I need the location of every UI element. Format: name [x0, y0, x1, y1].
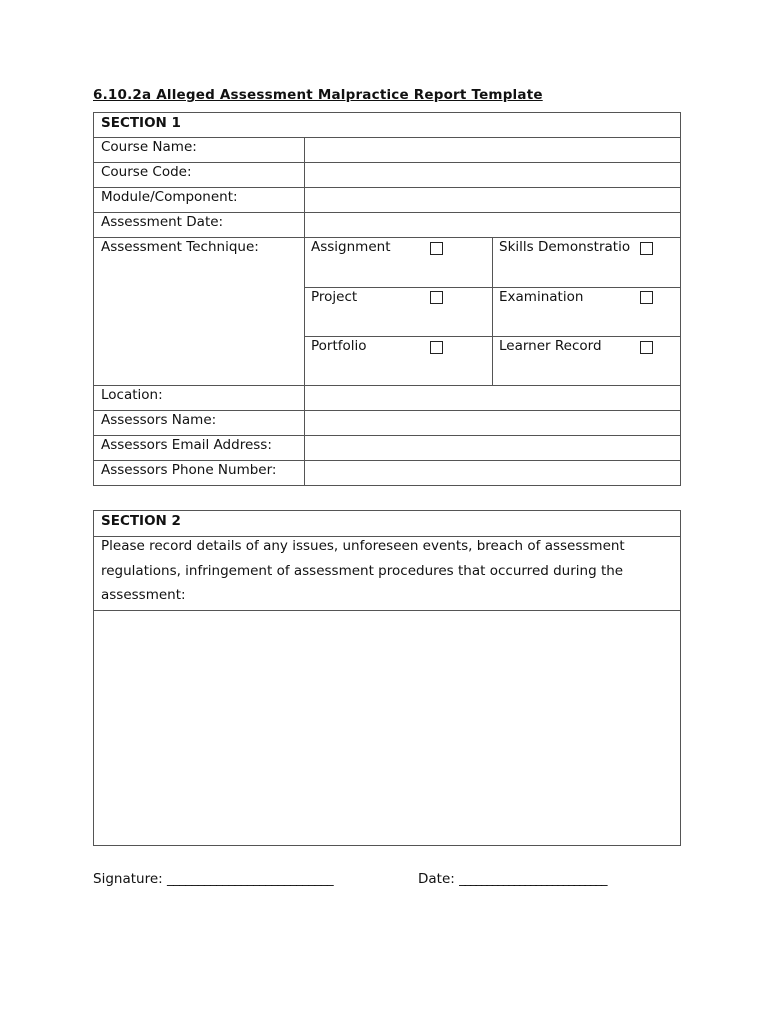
section2-heading: SECTION 2 — [101, 513, 181, 529]
assessors-phone-label: Assessors Phone Number: — [101, 462, 277, 478]
assessors-name-label: Assessors Name: — [101, 412, 217, 428]
portfolio-checkbox[interactable] — [430, 341, 443, 354]
technique-portfolio-label: Portfolio — [311, 338, 367, 354]
assessors-name-field[interactable] — [305, 411, 680, 435]
module-component-label: Module/Component: — [101, 189, 238, 205]
assessment-date-field[interactable] — [305, 213, 680, 237]
course-name-label: Course Name: — [101, 139, 197, 155]
course-name-field[interactable] — [305, 138, 680, 162]
section2-table — [93, 510, 681, 846]
assessors-phone-field[interactable] — [305, 461, 680, 485]
section2-details-area[interactable] — [95, 611, 679, 845]
document-title: 6.10.2a Alleged Assessment Malpractice Report Template — [93, 87, 543, 103]
date-label: Date: — [418, 871, 460, 887]
technique-project-label: Project — [311, 289, 358, 305]
date-line — [418, 871, 606, 887]
section1-table — [93, 112, 681, 486]
section2-instructions-line3: assessment: — [101, 587, 186, 603]
location-label: Location: — [101, 387, 163, 403]
learner-record-checkbox[interactable] — [640, 341, 653, 354]
module-component-field[interactable] — [305, 188, 680, 212]
skills-demonstration-checkbox[interactable] — [640, 242, 653, 255]
technique-assignment-label: Assignment — [311, 239, 391, 255]
section2-instructions-line2: regulations, infringement of assessment procedures that occurred during the — [101, 563, 624, 579]
date-blank[interactable]: ___________________________ — [459, 871, 607, 887]
project-checkbox[interactable] — [430, 291, 443, 304]
assessors-email-field[interactable] — [305, 436, 680, 460]
signature-label: Signature: — [93, 871, 167, 887]
assignment-checkbox[interactable] — [430, 242, 443, 255]
section1-heading: SECTION 1 — [101, 115, 181, 131]
examination-checkbox[interactable] — [640, 291, 653, 304]
signature-line — [93, 871, 333, 887]
assessment-date-label: Assessment Date: — [101, 214, 224, 230]
technique-learner-record-label: Learner Record — [499, 338, 602, 354]
course-code-field[interactable] — [305, 163, 680, 187]
technique-skills-label: Skills Demonstratio — [499, 239, 631, 255]
section2-instructions-line1: Please record details of any issues, unforeseen events, breach of assessment — [101, 538, 625, 554]
location-field[interactable] — [305, 386, 680, 410]
signature-blank[interactable]: ___________________________ — [166, 871, 334, 887]
assessors-email-label: Assessors Email Address: — [101, 437, 272, 453]
technique-examination-label: Examination — [499, 289, 584, 305]
assessment-technique-label: Assessment Technique: — [101, 239, 259, 255]
course-code-label: Course Code: — [101, 164, 192, 180]
